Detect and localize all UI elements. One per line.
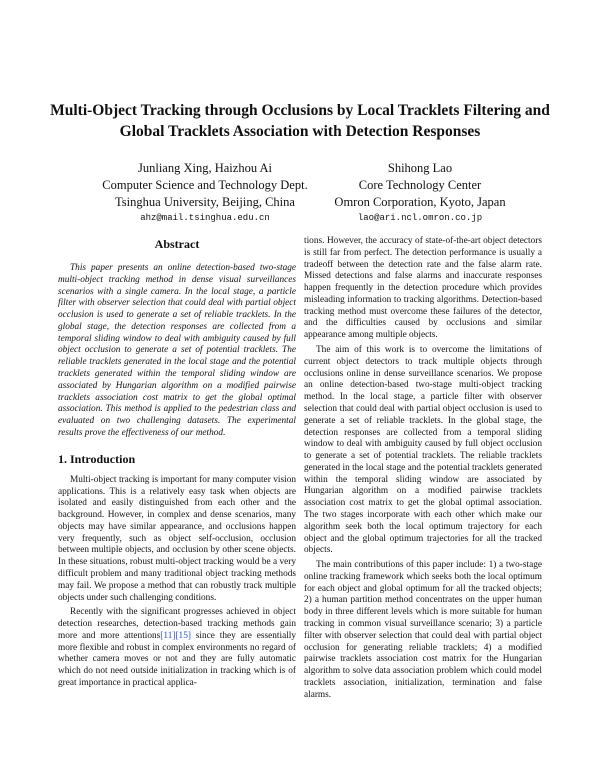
author-email: ahz@mail.tsinghua.edu.cn bbox=[140, 213, 270, 223]
citation-link-15[interactable]: [15] bbox=[175, 630, 191, 641]
right-paragraph-3: The main contributions of this paper include: 1) a two-stage online tracking framework which seeks both the local optimum for each object and global optimum for all the tracked objects; 2) a human partition method concentrates on the upper human body in three different levels which is more suitable for human tracking in common visual surveillance scenario; 3) a particle filter with observer selection that could deal with partial object occlusion for generating reliable tracklets; 4) a modified pairwise tracklets association cost matrix for the Hungarian algorithm to solve data association problem which could model tracklets association, initialization, termination and false alarms. bbox=[304, 560, 542, 700]
author-names: Shihong Lao bbox=[387, 161, 453, 175]
right-paragraph-2: The aim of this work is to overcome the limitations of current object detectors to track multiple objects through occlusions online in dense surveillance scenarios. We propose an online detection-based two-stage multi-object tracking method. In the local stage, a particle filter with observer selection that could deal with partial object occlusion is used to generate a set of reliable tracklets. In the global stage, the detection responses are collected from a temporal sliding window to deal with ambiguity caused by full object occlusion to generate a set of potential tracklets. The reliable tracklets generated in the local stage and the potential tracklets generated within the temporal sliding window are associated by Hungarian algorithm on a modified pairwise tracklets association cost matrix to get the global optimal association. The two stages incorporate with each other which make our algorithm seek both the local optimum trajectory for each object and the global optimum trajectories for all the tracked objects. bbox=[304, 345, 542, 556]
author-location: Tsinghua University, Beijing, China bbox=[115, 195, 295, 209]
title-line-1: Multi-Object Tracking through Occlusions by Local Tracklets Filtering and bbox=[50, 102, 550, 119]
right-paragraph-1: tions. However, the accuracy of state-of-the-art object detectors is still far from perfect. The detection performance is usually a tradeoff between the detection rate and the false alarm rate. Missed detections and false alarms and inaccurate responses happen frequently in the detection procedure which provides misleading information to tracking algorithms. Detection-based tracking method must overcome these failures of the detector, and the difficulties caused by occlusions and similar appearance among multiple objects. bbox=[304, 236, 542, 341]
author-email: lao@ari.ncl.omron.co.jp bbox=[357, 213, 483, 223]
citation-link-11[interactable]: [11] bbox=[160, 630, 176, 641]
author-block-1 bbox=[90, 160, 320, 226]
right-column bbox=[304, 236, 542, 701]
author-affiliation: Computer Science and Technology Dept. bbox=[102, 178, 308, 192]
author-block-2 bbox=[325, 160, 515, 226]
author-names: Junliang Xing, Haizhou Ai bbox=[137, 161, 272, 175]
intro-paragraph-2-text-b: since they are essentially more flexible and robust in complex environments no regard of whether camera moves or not and they are fully automatic which do not need outside initialization in tracking which is of great importance in practical applica- bbox=[58, 630, 297, 688]
author-affiliation: Core Technology Center bbox=[358, 178, 482, 192]
abstract-paragraph: This paper presents an online detection-based two-stage multi-object tracking method in dense visual surveillances scenarios with a single camera. In the local stage, a particle filter with observer selection that could deal with partial object occlusion is used to generate a set of reliable tracklets. In the global stage, the detection responses are collected from a temporal sliding window to deal with ambiguity caused by full object occlusion to generate a set of potential tracklets. The reliable tracklets generated in the local stage and the potential tracklets generated within the temporal sliding window are associated by Hungarian algorithm on a modified pairwise tracklets association cost matrix to get the global optimal association. This method is applied to the pedestrian class and evaluated on two challenging datasets. The experimental results prove the effectiveness of our method. bbox=[58, 263, 296, 438]
intro-paragraph-2-text-a: Recently with the significant progresses achieved in object detection researches, detection-based tracking methods gain more and more attentions bbox=[58, 607, 296, 641]
title-line-2: Global Tracklets Association with Detection Responses bbox=[119, 123, 481, 140]
intro-paragraph-2 bbox=[58, 607, 296, 689]
left-column bbox=[58, 236, 296, 690]
author-location: Omron Corporation, Kyoto, Japan bbox=[334, 195, 506, 209]
paper-title bbox=[40, 100, 560, 142]
section-heading-introduction: 1. Introduction bbox=[58, 451, 136, 466]
abstract-body bbox=[58, 263, 296, 440]
abstract-heading: Abstract bbox=[154, 237, 200, 251]
intro-paragraph-1: Multi-object tracking is important for many computer vision applications. This is a relatively easy task when objects are isolated and easily distinguished from each other and the background. However, in complex and dense scenarios, many objects may have similar appearance, and occlusions happen very frequently, such as object self-occlusion, occlusion between multiple objects, and occlusion by other scene objects. In these situations, robust multi-object tracking would be a very difficult problem and many traditional object tracking methods may fail. We propose a method that can robustly track multiple objects under such challenging conditions. bbox=[58, 474, 296, 603]
